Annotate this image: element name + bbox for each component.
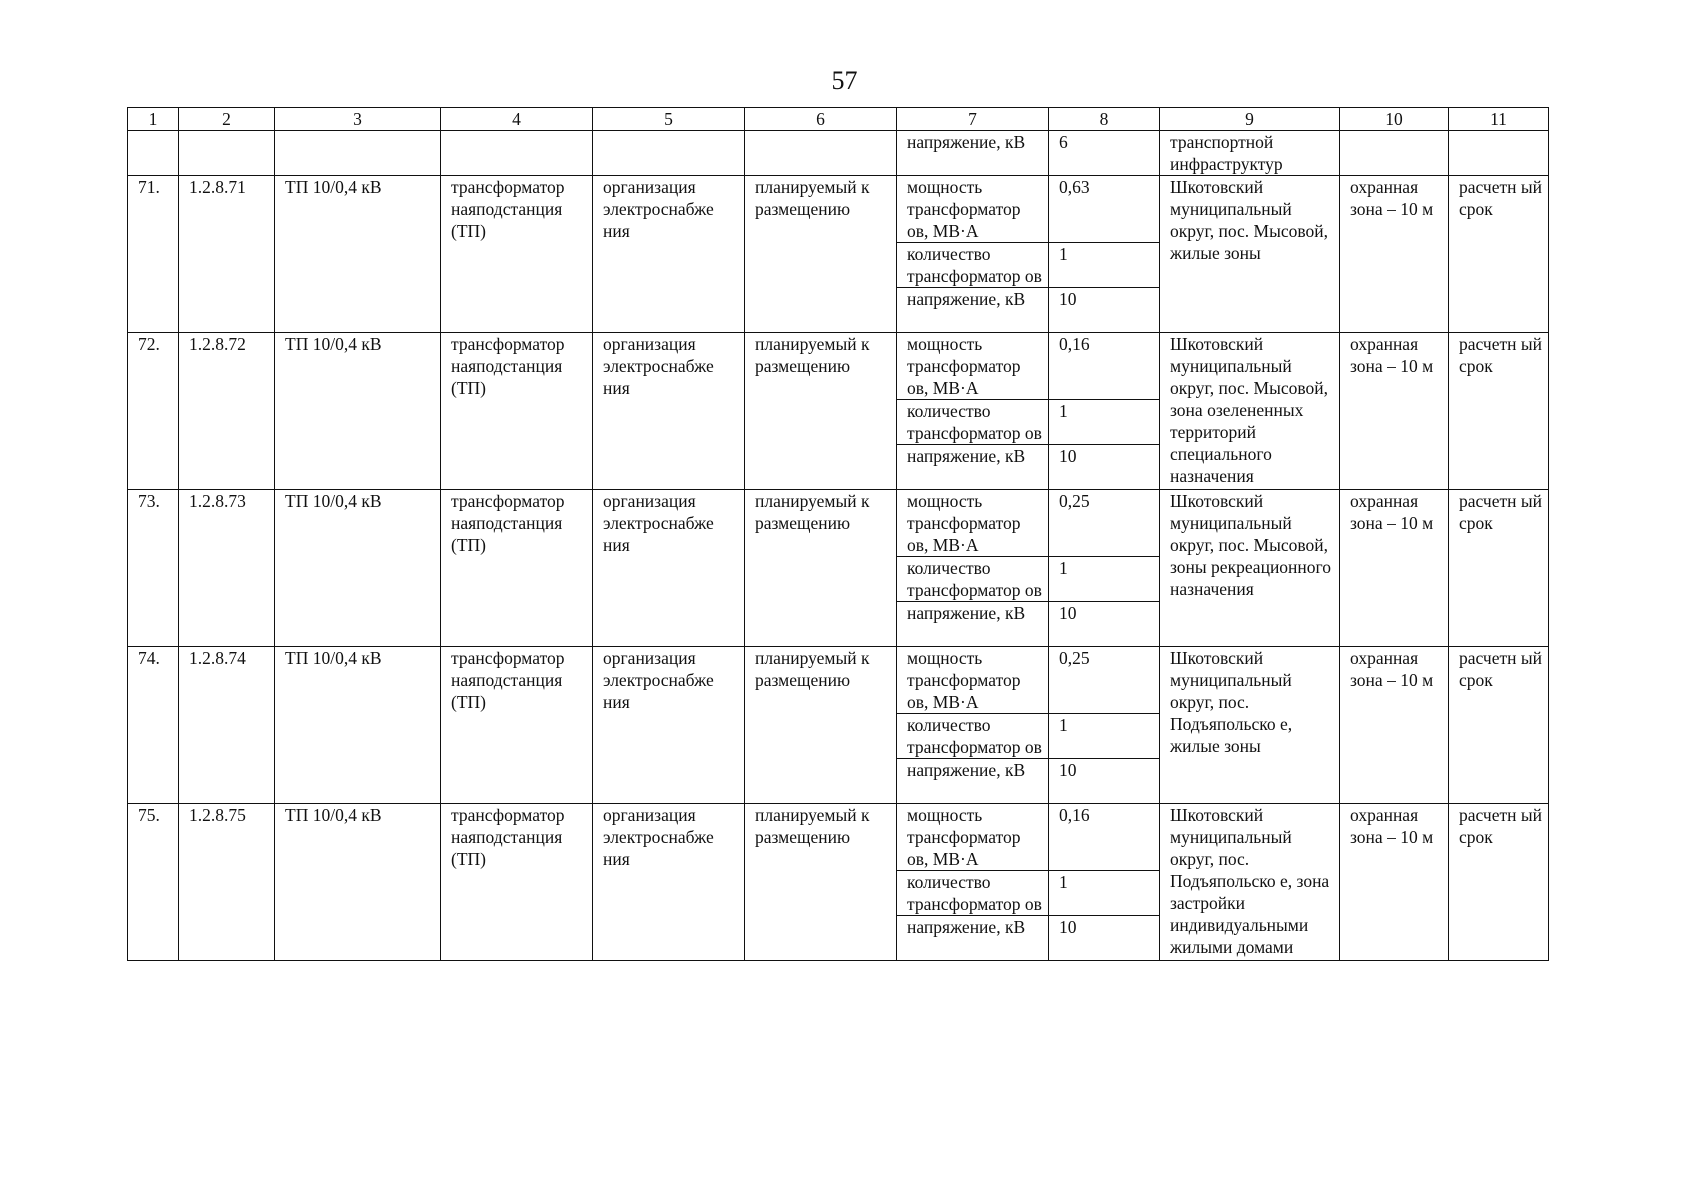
object-type-cell: трансформатор наяподстанция (ТП) [441, 176, 593, 333]
location-cell: Шкотовский муниципальный округ, пос. Подъяпольско е, жилые зоны [1160, 647, 1340, 804]
param-value-cell: 0,16 [1049, 804, 1160, 871]
column-number: 2 [179, 108, 275, 131]
param-value-cell: 1 [1049, 557, 1160, 602]
object-code-cell: 1.2.8.73 [179, 490, 275, 647]
row-number-cell: 72. [128, 333, 179, 490]
object-purpose-cell: организация электроснабже ния [593, 490, 745, 647]
object-name-cell: ТП 10/0,4 кВ [275, 333, 441, 490]
column-number: 10 [1340, 108, 1449, 131]
param-label-cell: напряжение, кВ [897, 916, 1049, 961]
param-value-cell: 10 [1049, 759, 1160, 804]
term-cell: расчетн ый срок [1449, 647, 1549, 804]
param-value-cell: 0,25 [1049, 647, 1160, 714]
object-type-cell: трансформатор наяподстанция (ТП) [441, 333, 593, 490]
term-cell: расчетн ый срок [1449, 804, 1549, 961]
location-cell: Шкотовский муниципальный округ, пос. Мысовой, жилые зоны [1160, 176, 1340, 333]
param-label-cell: мощность трансформатор ов, МВ·А [897, 333, 1049, 400]
param-label-cell: количество трансформатор ов [897, 714, 1049, 759]
empty-cell [1449, 131, 1549, 176]
object-purpose-cell: организация электроснабже ния [593, 804, 745, 961]
column-number: 11 [1449, 108, 1549, 131]
protection-zone-cell: охранная зона – 10 м [1340, 804, 1449, 961]
param-value-cell: 0,63 [1049, 176, 1160, 243]
table-row [128, 490, 1549, 557]
param-value-cell: 0,25 [1049, 490, 1160, 557]
param-label-cell: количество трансформатор ов [897, 557, 1049, 602]
object-type-cell: трансформатор наяподстанция (ТП) [441, 647, 593, 804]
empty-cell [593, 131, 745, 176]
param-value-cell: 10 [1049, 445, 1160, 490]
object-name-cell: ТП 10/0,4 кВ [275, 804, 441, 961]
protection-zone-cell: охранная зона – 10 м [1340, 176, 1449, 333]
object-status-cell: планируемый к размещению [745, 490, 897, 647]
param-label-cell: напряжение, кВ [897, 445, 1049, 490]
object-purpose-cell: организация электроснабже ния [593, 333, 745, 490]
object-name-cell: ТП 10/0,4 кВ [275, 176, 441, 333]
param-label-cell: мощность трансформатор ов, МВ·А [897, 176, 1049, 243]
param-value-cell: 1 [1049, 400, 1160, 445]
empty-cell [179, 131, 275, 176]
page-number: 57 [831, 66, 858, 95]
object-status-cell: планируемый к размещению [745, 333, 897, 490]
param-label-cell: напряжение, кВ [897, 759, 1049, 804]
column-number-row [128, 108, 1549, 131]
param-label-cell: напряжение, кВ [897, 131, 1049, 176]
object-code-cell: 1.2.8.75 [179, 804, 275, 961]
param-value-cell: 10 [1049, 602, 1160, 647]
empty-cell [128, 131, 179, 176]
object-type-cell: трансформатор наяподстанция (ТП) [441, 490, 593, 647]
location-cell: Шкотовский муниципальный округ, пос. Мысовой, зона озелененных территорий специального назначения [1160, 333, 1340, 490]
row-number-cell: 71. [128, 176, 179, 333]
column-number: 8 [1049, 108, 1160, 131]
object-status-cell: планируемый к размещению [745, 176, 897, 333]
empty-cell [275, 131, 441, 176]
object-purpose-cell: организация электроснабже ния [593, 647, 745, 804]
table-row [128, 333, 1549, 400]
empty-cell [441, 131, 593, 176]
object-name-cell: ТП 10/0,4 кВ [275, 490, 441, 647]
object-code-cell: 1.2.8.74 [179, 647, 275, 804]
protection-zone-cell: охранная зона – 10 м [1340, 647, 1449, 804]
table-row [128, 647, 1549, 714]
object-purpose-cell: организация электроснабже ния [593, 176, 745, 333]
empty-cell [1340, 131, 1449, 176]
continuation-row [128, 131, 1549, 176]
row-number-cell: 73. [128, 490, 179, 647]
column-number: 9 [1160, 108, 1340, 131]
column-number: 5 [593, 108, 745, 131]
table-row [128, 176, 1549, 243]
param-label-cell: мощность трансформатор ов, МВ·А [897, 804, 1049, 871]
location-cell: Шкотовский муниципальный округ, пос. Подъяпольско е, зона застройки индивидуальными жилыми домами [1160, 804, 1340, 961]
column-number: 1 [128, 108, 179, 131]
param-label-cell: количество трансформатор ов [897, 243, 1049, 288]
param-value-cell: 1 [1049, 243, 1160, 288]
param-value-cell: 10 [1049, 916, 1160, 961]
param-label-cell: напряжение, кВ [897, 602, 1049, 647]
column-number: 6 [745, 108, 897, 131]
objects-table [127, 107, 1549, 961]
param-label-cell: количество трансформатор ов [897, 400, 1049, 445]
table-row [128, 804, 1549, 871]
object-code-cell: 1.2.8.71 [179, 176, 275, 333]
param-label-cell: напряжение, кВ [897, 288, 1049, 333]
location-cell: транспортной инфраструктур [1160, 131, 1340, 176]
object-name-cell: ТП 10/0,4 кВ [275, 647, 441, 804]
column-number: 3 [275, 108, 441, 131]
object-type-cell: трансформатор наяподстанция (ТП) [441, 804, 593, 961]
column-number: 4 [441, 108, 593, 131]
object-code-cell: 1.2.8.72 [179, 333, 275, 490]
protection-zone-cell: охранная зона – 10 м [1340, 333, 1449, 490]
param-value-cell: 6 [1049, 131, 1160, 176]
column-number: 7 [897, 108, 1049, 131]
location-cell: Шкотовский муниципальный округ, пос. Мысовой, зоны рекреационного назначения [1160, 490, 1340, 647]
param-value-cell: 10 [1049, 288, 1160, 333]
param-value-cell: 1 [1049, 871, 1160, 916]
term-cell: расчетн ый срок [1449, 333, 1549, 490]
param-label-cell: мощность трансформатор ов, МВ·А [897, 647, 1049, 714]
param-value-cell: 1 [1049, 714, 1160, 759]
term-cell: расчетн ый срок [1449, 176, 1549, 333]
term-cell: расчетн ый срок [1449, 490, 1549, 647]
row-number-cell: 75. [128, 804, 179, 961]
protection-zone-cell: охранная зона – 10 м [1340, 490, 1449, 647]
param-value-cell: 0,16 [1049, 333, 1160, 400]
empty-cell [745, 131, 897, 176]
object-status-cell: планируемый к размещению [745, 647, 897, 804]
row-number-cell: 74. [128, 647, 179, 804]
param-label-cell: количество трансформатор ов [897, 871, 1049, 916]
param-label-cell: мощность трансформатор ов, МВ·А [897, 490, 1049, 557]
object-status-cell: планируемый к размещению [745, 804, 897, 961]
